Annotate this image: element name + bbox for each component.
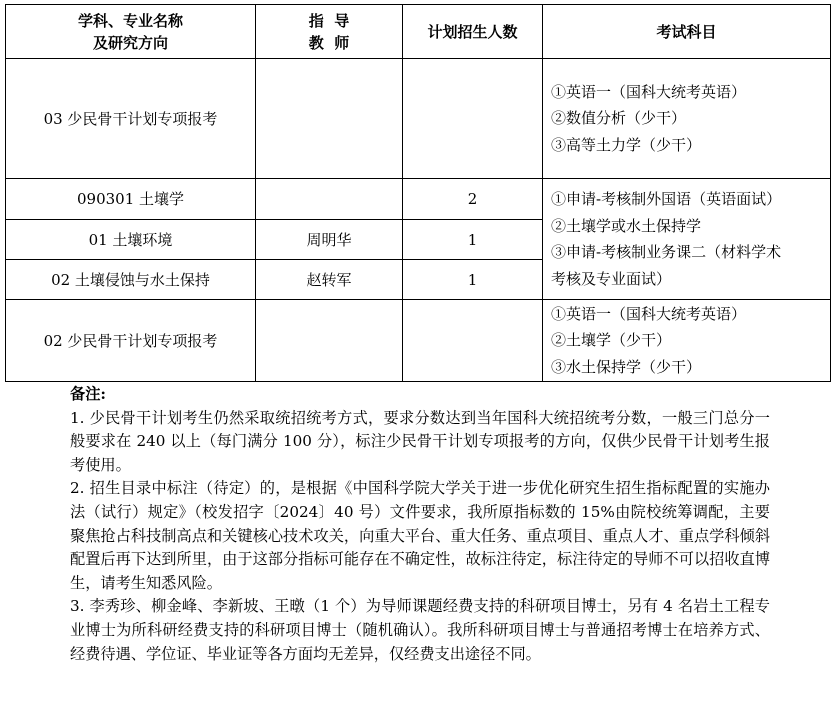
header-supervisor: [256, 5, 403, 59]
exam-subjects-cell: [543, 300, 831, 382]
count-cell: [403, 59, 543, 179]
table-row: [6, 59, 831, 179]
note-item: 3. 李秀珍、柳金峰、李新坡、王暾（1 个）为导师课题经费支持的科研项目博士，另有 4 名岩土工程专业博士为所科研经费支持的科研项目博士（随机确认）。我所科研项目博士与普通招考博士在培养方式、经费待遇、学位证、毕业证等各方面均无差异，仅经费支出途径不同。: [70, 597, 770, 663]
count-cell: 2: [403, 179, 543, 220]
exam-subjects-cell: [543, 179, 831, 300]
header-exam-subjects: 考试科目: [543, 5, 831, 59]
direction-cell: 01 土壤环境: [6, 220, 256, 260]
note-item: 1. 少民骨干计划考生仍然采取统招统考方式，要求分数达到当年国科大统招统考分数，一般三门总分一般要求在 240 以上（每门满分 100 分），标注少民骨干计划专项报考的方向，仅供少民骨干计划考生报考使用。: [70, 408, 770, 474]
exam-subject: ①申请-考核制外国语（英语面试）: [551, 190, 782, 208]
exam-subjects-cell: [543, 59, 831, 179]
exam-subject: ②土壤学（少干）: [551, 331, 672, 350]
exam-subject: ①英语一（国科大统考英语）: [551, 82, 747, 101]
header-supervisor-line1: 指 导: [308, 11, 350, 30]
supervisor-cell: 周明华: [256, 220, 403, 260]
count-cell: [403, 300, 543, 382]
direction-cell: 02 土壤侵蚀与水土保持: [6, 260, 256, 300]
major-cell: 090301 土壤学: [6, 179, 256, 220]
direction-cell: 02 少民骨干计划专项报考: [6, 300, 256, 382]
note-item: 2. 招生目录中标注（待定）的，是根据《中国科学院大学关于进一步优化研究生招生指标配置的实施办法（试行）规定》（校发招字〔2024〕40 号）文件要求，我所原指标数的 15%由院校统筹调配，主要聚焦抢占科技制高点和关键核心技术攻关，向重大平台、重大任务、重点项目、重点人才、重点学科倾斜配置后再下达到所里，由于这部分指标可能存在不确定性，故标注待定，标注待定的导师不可以招收直博生，请考生知悉风险。: [70, 479, 770, 592]
header-major-line1: 学科、专业名称: [77, 11, 183, 30]
supervisor-cell: [256, 59, 403, 179]
notes-title: 备注:: [70, 385, 106, 403]
exam-subject: ②土壤学或水土保持学: [551, 216, 702, 235]
notes-section: [70, 383, 770, 666]
table-row: [6, 300, 831, 382]
supervisor-cell: [256, 179, 403, 220]
supervisor-cell: [256, 300, 403, 382]
header-plan-count: 计划招生人数: [403, 5, 543, 59]
table-row: [6, 179, 831, 220]
admissions-table: [5, 4, 831, 382]
header-major-line2: 及研究方向: [92, 33, 168, 52]
exam-subject: ③高等土力学（少干）: [551, 135, 702, 154]
exam-subject: ③水土保持学（少干）: [551, 357, 702, 376]
header-supervisor-line2: 教 师: [308, 33, 350, 52]
direction-cell: 03 少民骨干计划专项报考: [6, 59, 256, 179]
exam-subject: ③申请-考核制业务课二（材料学术: [551, 243, 782, 261]
exam-subject: ②数值分析（少干）: [551, 109, 687, 128]
header-major: [6, 5, 256, 59]
count-cell: 1: [403, 260, 543, 300]
count-cell: 1: [403, 220, 543, 260]
exam-subject: 考核及专业面试）: [551, 269, 672, 288]
table-header-row: [6, 5, 831, 59]
exam-subject: ①英语一（国科大统考英语）: [551, 304, 747, 323]
supervisor-cell: 赵转军: [256, 260, 403, 300]
